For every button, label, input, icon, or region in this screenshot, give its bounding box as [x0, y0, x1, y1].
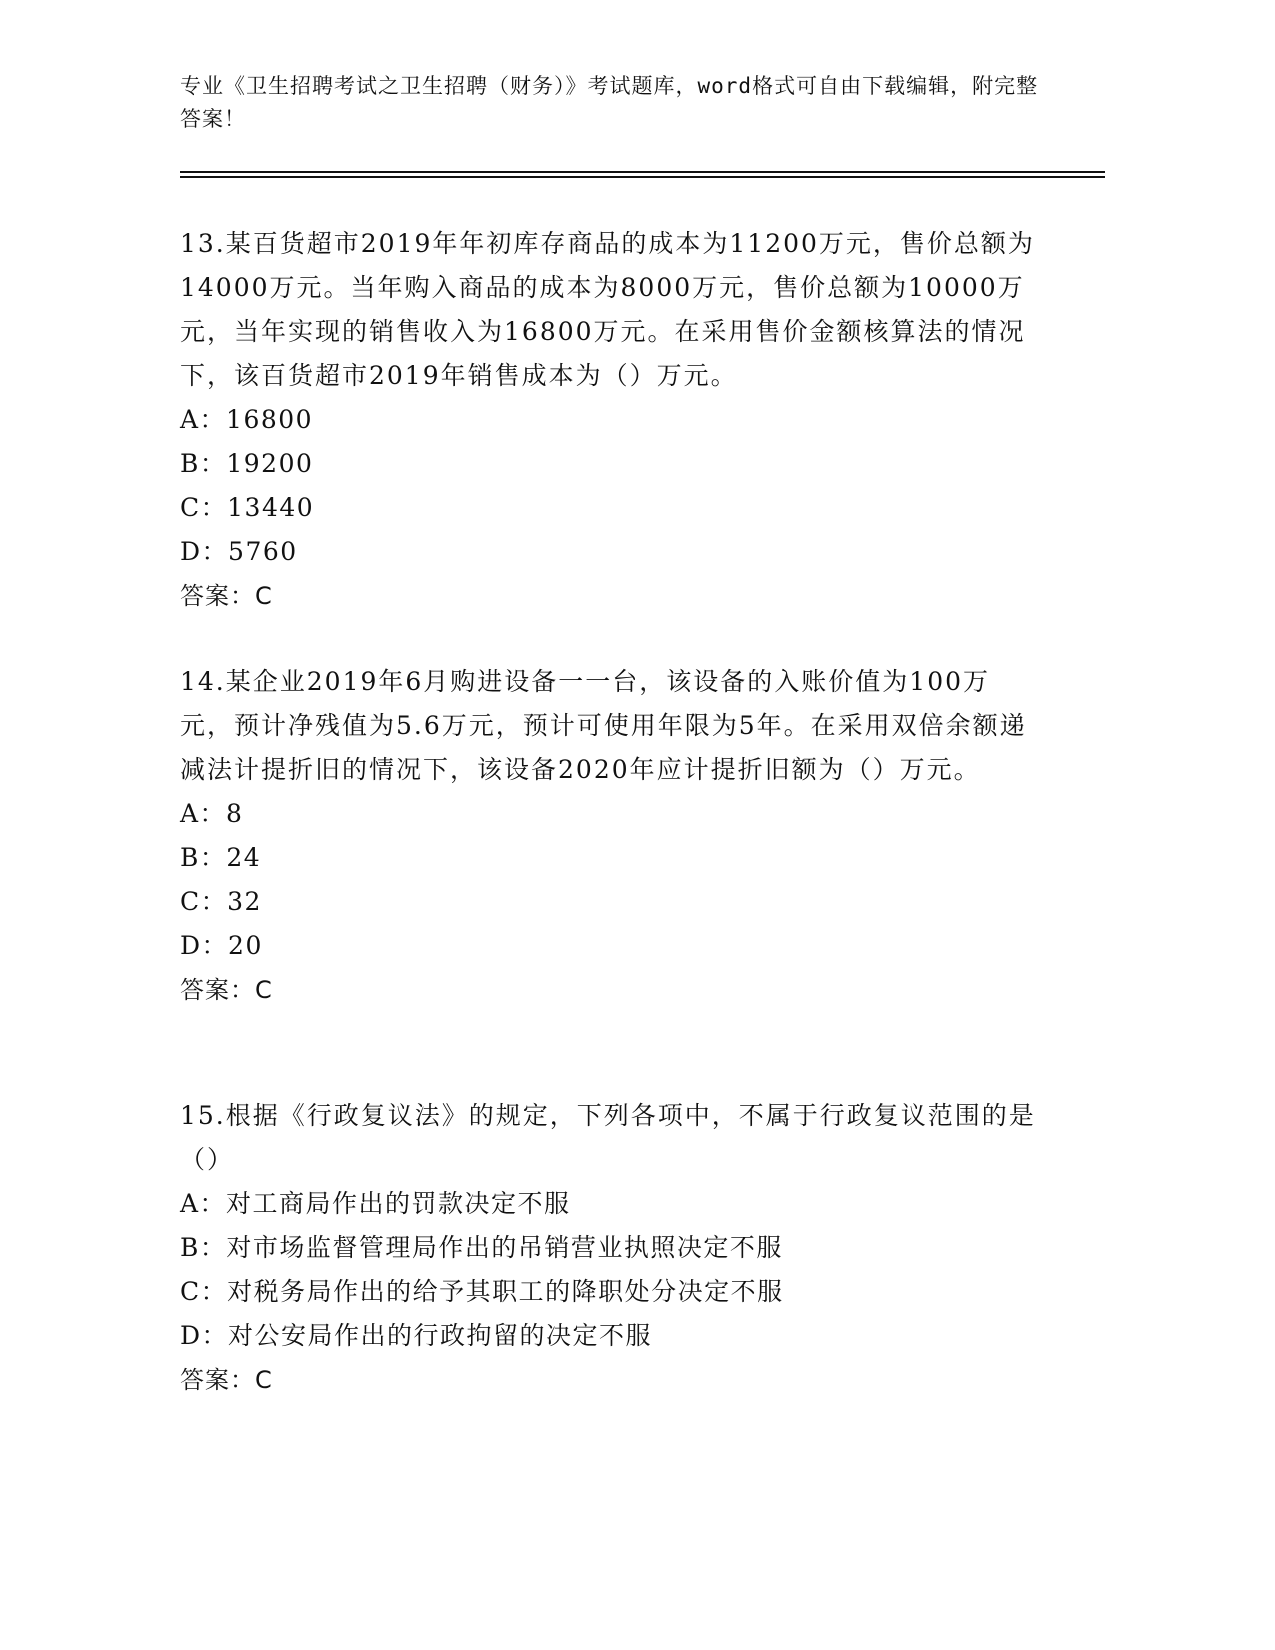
option-c: C：13440: [180, 493, 315, 522]
question-14: [180, 660, 1040, 1012]
document-header: 专业《卫生招聘考试之卫生招聘（财务）》考试题库，word格式可自由下载编辑，附完整答案！: [180, 74, 1039, 131]
question-13: [180, 222, 1040, 618]
answer: 答案：C: [180, 976, 273, 1004]
header-divider-bottom: [180, 176, 1105, 178]
option-d: D：5760: [180, 537, 298, 566]
answer: 答案：C: [180, 1366, 273, 1394]
header-divider-top: [180, 171, 1105, 173]
option-a: A：16800: [180, 405, 314, 434]
option-b: B：19200: [180, 449, 314, 478]
question-stem: 15.根据《行政复议法》的规定，下列各项中，不属于行政复议范围的是（）: [180, 1101, 1036, 1174]
option-a: A：对工商局作出的罚款决定不服: [180, 1189, 571, 1218]
question-15: [180, 1094, 1040, 1402]
option-a: A：8: [180, 799, 244, 828]
option-d: D：20: [180, 931, 263, 960]
question-stem: 14.某企业2019年6月购进设备一一台，该设备的入账价值为100万元，预计净残值为5.6万元，预计可使用年限为5年。在采用双倍余额递减法计提折旧的情况下，该设备2020年应计提折旧额为（）万元。: [180, 667, 1027, 784]
option-c: C：32: [180, 887, 262, 916]
question-stem: 13.某百货超市2019年年初库存商品的成本为11200万元，售价总额为14000万元。当年购入商品的成本为8000万元，售价总额为10000万元，当年实现的销售收入为16800万元。在采用售价金额核算法的情况下，该百货超市2019年销售成本为（）万元。: [180, 229, 1035, 390]
option-b: B：24: [180, 843, 262, 872]
option-d: D：对公安局作出的行政拘留的决定不服: [180, 1321, 653, 1350]
answer: 答案：C: [180, 582, 273, 610]
option-b: B：对市场监督管理局作出的吊销营业执照决定不服: [180, 1233, 783, 1262]
option-c: C：对税务局作出的给予其职工的降职处分决定不服: [180, 1277, 784, 1306]
